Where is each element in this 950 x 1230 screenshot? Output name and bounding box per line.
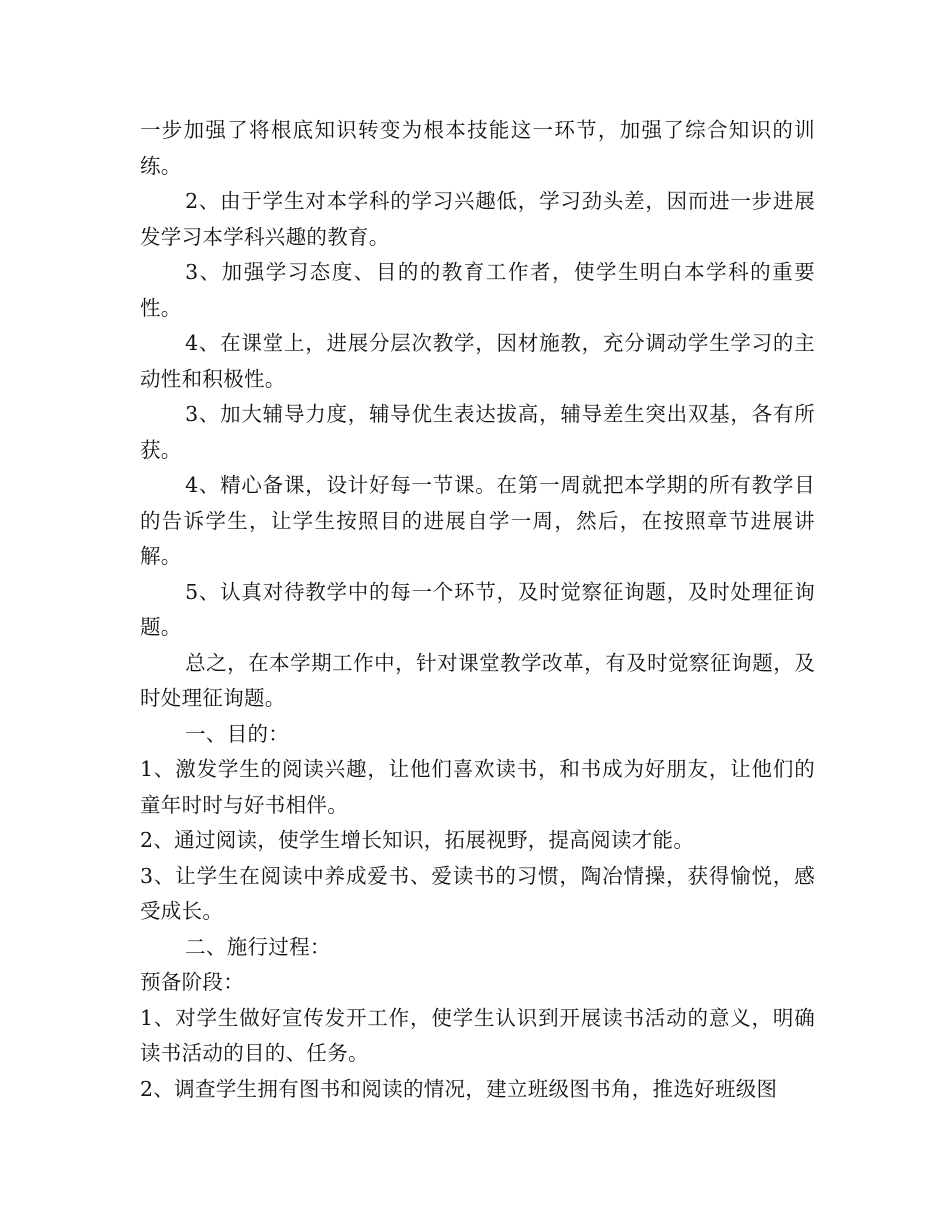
paragraph: 1、激发学生的阅读兴趣，让他们喜欢读书，和书成为好朋友，让他们的童年时时与好书相伴。 [140,757,815,817]
subheading: 预备阶段： [140,970,244,994]
section-heading: 二、施行过程： [185,934,331,959]
paragraph: 3、加大辅导力度，辅导优生表达拔高，辅导差生突出双基，各有所获。 [140,402,815,462]
section-heading: 一、目的： [185,721,290,746]
document-body [140,113,815,1107]
paragraph: 4、在课堂上，进展分层次教学，因材施教，充分调动学生学习的主动性和积极性。 [140,331,815,391]
paragraph: 2、调查学生拥有图书和阅读的情况，建立班级图书角，推选好班级图 [140,1076,778,1101]
paragraph: 3、让学生在阅读中养成爱书、爱读书的习惯，陶冶情操，获得愉悦，感受成长。 [140,863,815,923]
paragraph: 总之，在本学期工作中，针对课堂教学改革，有及时觉察征询题，及时处理征询题。 [140,650,815,710]
paragraph: 5、认真对待教学中的每一个环节，及时觉察征询题，及时处理征询题。 [140,579,815,639]
paragraph: 4、精心备课，设计好每一节课。在第一周就把本学期的所有教学目的告诉学生，让学生按照目的进展自学一周，然后，在按照章节进展讲解。 [140,473,815,568]
paragraph: 一步加强了将根底知识转变为根本技能这一环节，加强了综合知识的训练。 [140,118,815,178]
paragraph: 3、加强学习态度、目的的教育工作者，使学生明白本学科的重要性。 [140,260,815,320]
paragraph: 2、由于学生对本学科的学习兴趣低，学习劲头差，因而进一步进展发学习本学科兴趣的教育。 [140,189,815,249]
paragraph: 1、对学生做好宣传发开工作，使学生认识到开展读书活动的意义，明确读书活动的目的、任务。 [140,1005,815,1065]
paragraph: 2、通过阅读，使学生增长知识，拓展视野，提高阅读才能。 [140,828,695,852]
